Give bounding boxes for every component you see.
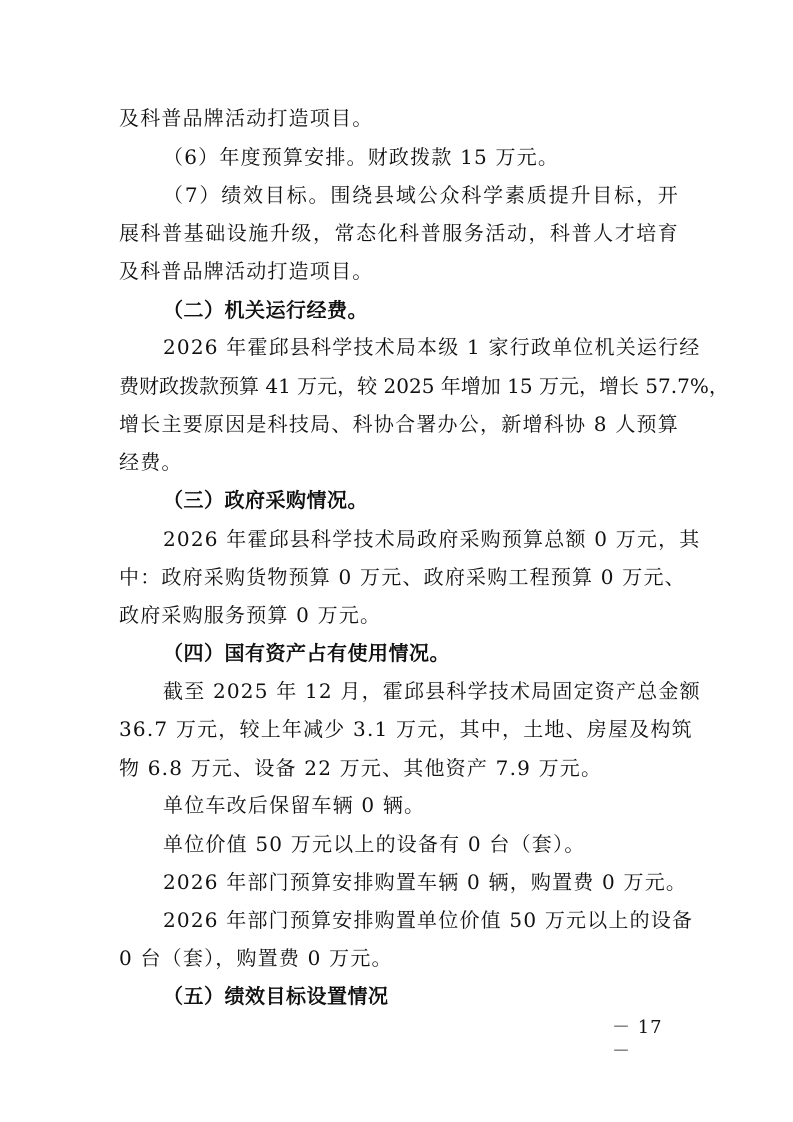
page-number: － 17 － (612, 1017, 663, 1062)
paragraph-line: 物 6.8 万元、设备 22 万元、其他资产 7.9 万元。 (119, 756, 603, 780)
paragraph-line: 36.7 万元，较上年减少 3.1 万元，其中，土地、房屋及构筑 (119, 717, 693, 741)
paragraph-line: 及科普品牌活动打造项目。 (119, 259, 374, 283)
section-heading: （三）政府采购情况。 (163, 488, 368, 512)
paragraph-line: 及科普品牌活动打造项目。 (119, 106, 374, 130)
paragraph-line: 2026 年部门预算安排购置单位价值 50 万元以上的设备 (163, 908, 694, 932)
paragraph-line: 政府采购服务预算 0 万元。 (119, 603, 382, 627)
paragraph-line: 2026 年霍邱县科学技术局政府采购预算总额 0 万元，其 (163, 527, 701, 551)
paragraph-line: 0 台（套），购置费 0 万元。 (119, 946, 393, 970)
paragraph-line: 增长主要原因是科技局、科协合署办公，新增科协 8 人预算 (119, 412, 679, 436)
paragraph-line: 经费。 (119, 450, 183, 474)
section-heading: （二）机关运行经费。 (163, 298, 368, 322)
section-heading: （四）国有资产占有使用情况。 (163, 641, 450, 665)
paragraph-line: 展科普基础设施升级，常态化科普服务活动，科普人才培育 (119, 221, 679, 245)
paragraph-line: （7）绩效目标。围绕县域公众科学素质提升目标，开 (163, 183, 679, 207)
section-heading: （五）绩效目标设置情况 (163, 984, 389, 1008)
paragraph-line: 单位车改后保留车辆 0 辆。 (163, 793, 426, 817)
paragraph-line: 截至 2025 年 12 月，霍邱县科学技术局固定资产总金额 (163, 679, 701, 703)
paragraph-line: 2026 年霍邱县科学技术局本级 1 家行政单位机关运行经 (163, 335, 701, 359)
paragraph-line: 费财政拨款预算 41 万元，较 2025 年增加 15 万元，增长 57.7%， (119, 374, 729, 398)
paragraph-line: 中：政府采购货物预算 0 万元、政府采购工程预算 0 万元、 (119, 565, 686, 589)
paragraph-line: 单位价值 50 万元以上的设备有 0 台（套）。 (163, 832, 586, 856)
paragraph-line: 2026 年部门预算安排购置车辆 0 辆，购置费 0 万元。 (163, 870, 688, 894)
paragraph-line: （6）年度预算安排。财政拨款 15 万元。 (163, 145, 560, 169)
